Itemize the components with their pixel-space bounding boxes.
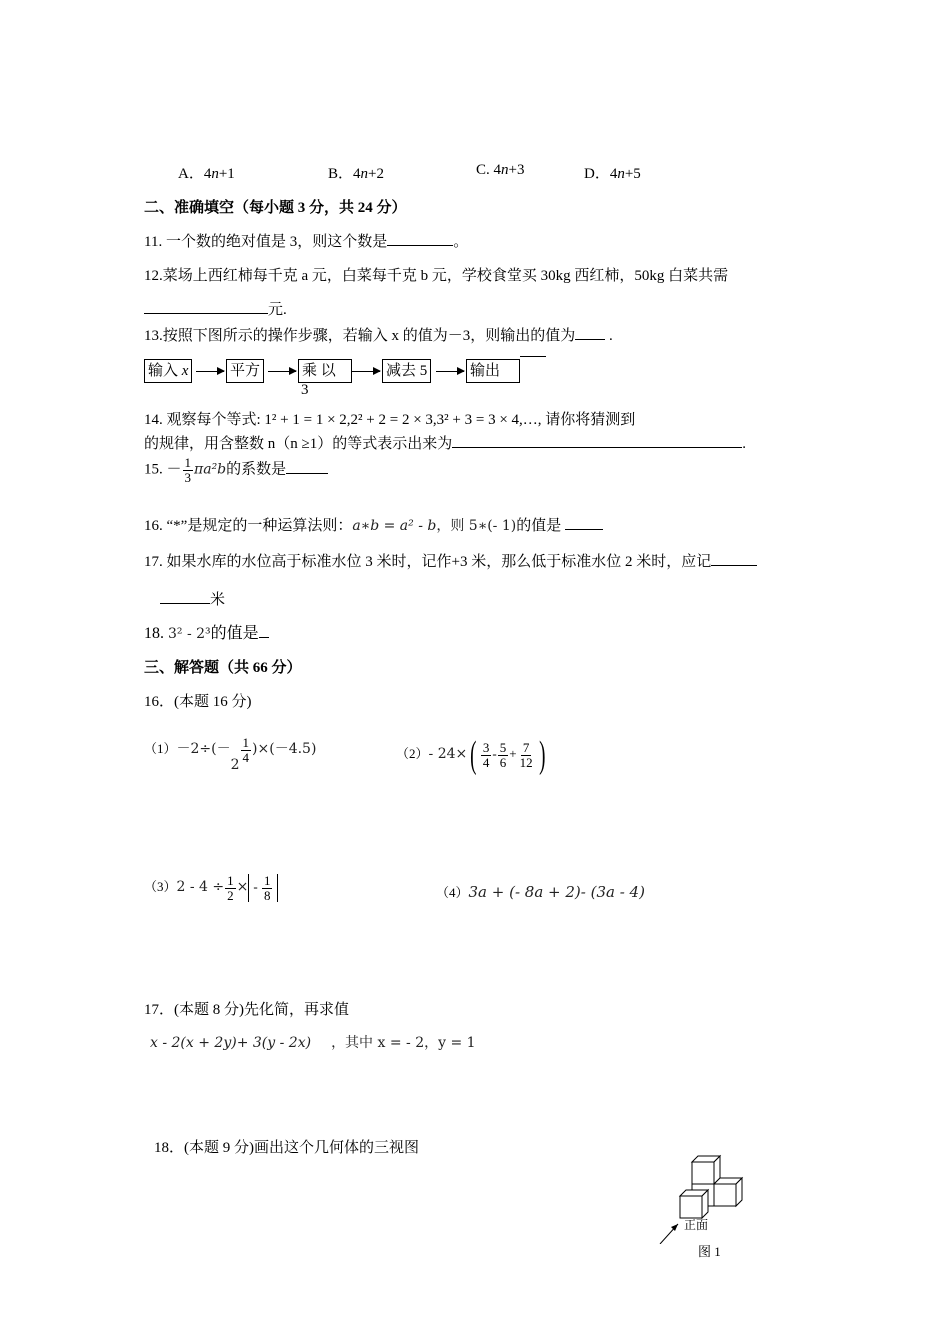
front-label: 正面 [684,1218,709,1232]
q17-blank-a[interactable] [711,565,757,566]
q15: 15. － $\frac{1}{3}$ πa²b的系数是 [144,456,328,484]
flow-arrow-4 [436,371,464,372]
q18: 18. 3² - 2³的值是 [144,620,269,643]
q17-line1: 17. 如果水库的水位高于标准水位 3 米时，记作+3 米，那么低于标准水位 2 米时，应记 [144,550,757,571]
flow-box-output: 输出 [466,359,520,383]
q14-line1: 14. 观察每个等式: 1² + 1 = 1 × 2,2² + 2 = 2 × 3,3² + 3 = 3 × 4,…, 请你将猜测到 [144,412,636,428]
q13-blank[interactable] [575,339,605,340]
cube-right-front [714,1184,736,1206]
flow-box-square: 平方 [226,359,264,383]
q14-blank[interactable] [452,447,742,448]
p17-expr: x - 2(x + 2y)+ 3(y - 2x) ，其中 x = - 2，y = 1 [150,1035,476,1051]
q17-line2: 米 [160,588,225,609]
section2-title: 二、准确填空（每小题 3 分，共 24 分） [144,200,407,216]
p16-sub2: （2）- 24×( $\frac{3}{4}$ - $\frac{5}{6}$ + $\frac{7}{12}$ ) [396,734,546,776]
q11: 11. 一个数的绝对值是 3，则这个数是 。 [144,234,469,250]
q18-blank[interactable] [259,637,269,638]
flow-arrow-3 [352,371,380,372]
q12-line1: 12.菜场上西红柿每千克 a 元，白菜每千克 b 元，学校食堂买 30kg 西红柿，50kg 白菜共需 [144,268,729,284]
p16-sub1: （1）－2÷(－2 $\frac{1}{4}$ )×(－4.5) [144,735,317,774]
cube-top-front [692,1162,714,1184]
option-b: B．4n+2 [328,166,384,182]
flow-box-input: 输入 x [144,359,192,383]
p16-sub3: （3）2 - 4 ÷ $\frac{1}{2}$ × - $\frac{1}{8}$ [144,874,278,902]
q16: 16. “*”是规定的一种运算法则：a∗b = a² - b，则 5∗(- 1)的值是 [144,514,603,535]
cube-front-front [680,1196,702,1218]
p16-sub4: （4）3a + (- 8a + 2)- (3a - 4) [436,883,645,901]
q17-blank-b[interactable] [160,603,210,604]
option-d: D．4n+5 [584,166,641,182]
q12-line2: 元. [144,298,287,319]
p16-title: 16．(本题 16 分) [144,694,252,710]
section3-title: 三、解答题（共 66 分） [144,660,302,676]
p18-title: 18．(本题 9 分)画出这个几何体的三视图 [154,1140,419,1156]
flow-box-multiply: 乘 以 [298,359,352,383]
q16-blank[interactable] [565,529,603,530]
p17-title: 17．(本题 8 分)先化简，再求值 [144,1002,349,1018]
flow-box-multiply-num: 3 [301,382,309,398]
flow-arrow-2 [268,371,296,372]
option-c: C. 4n+3 [476,162,525,178]
flow-arrow-1 [196,371,224,372]
q15-blank[interactable] [286,473,328,474]
q13: 13.按照下图所示的操作步骤，若输入 x 的值为－3，则输出的值为 . [144,328,613,344]
flow-box-subtract: 减去 5 [382,359,431,383]
q12-blank[interactable] [144,313,268,314]
option-a: A．4n+1 [178,166,235,182]
flow-output-blank[interactable] [520,356,546,357]
q11-blank[interactable] [387,245,453,246]
q14-line2: 的规律，用含整数 n（n ≥1）的等式表示出来为 . [144,436,746,452]
figure-label: 图 1 [698,1244,721,1259]
